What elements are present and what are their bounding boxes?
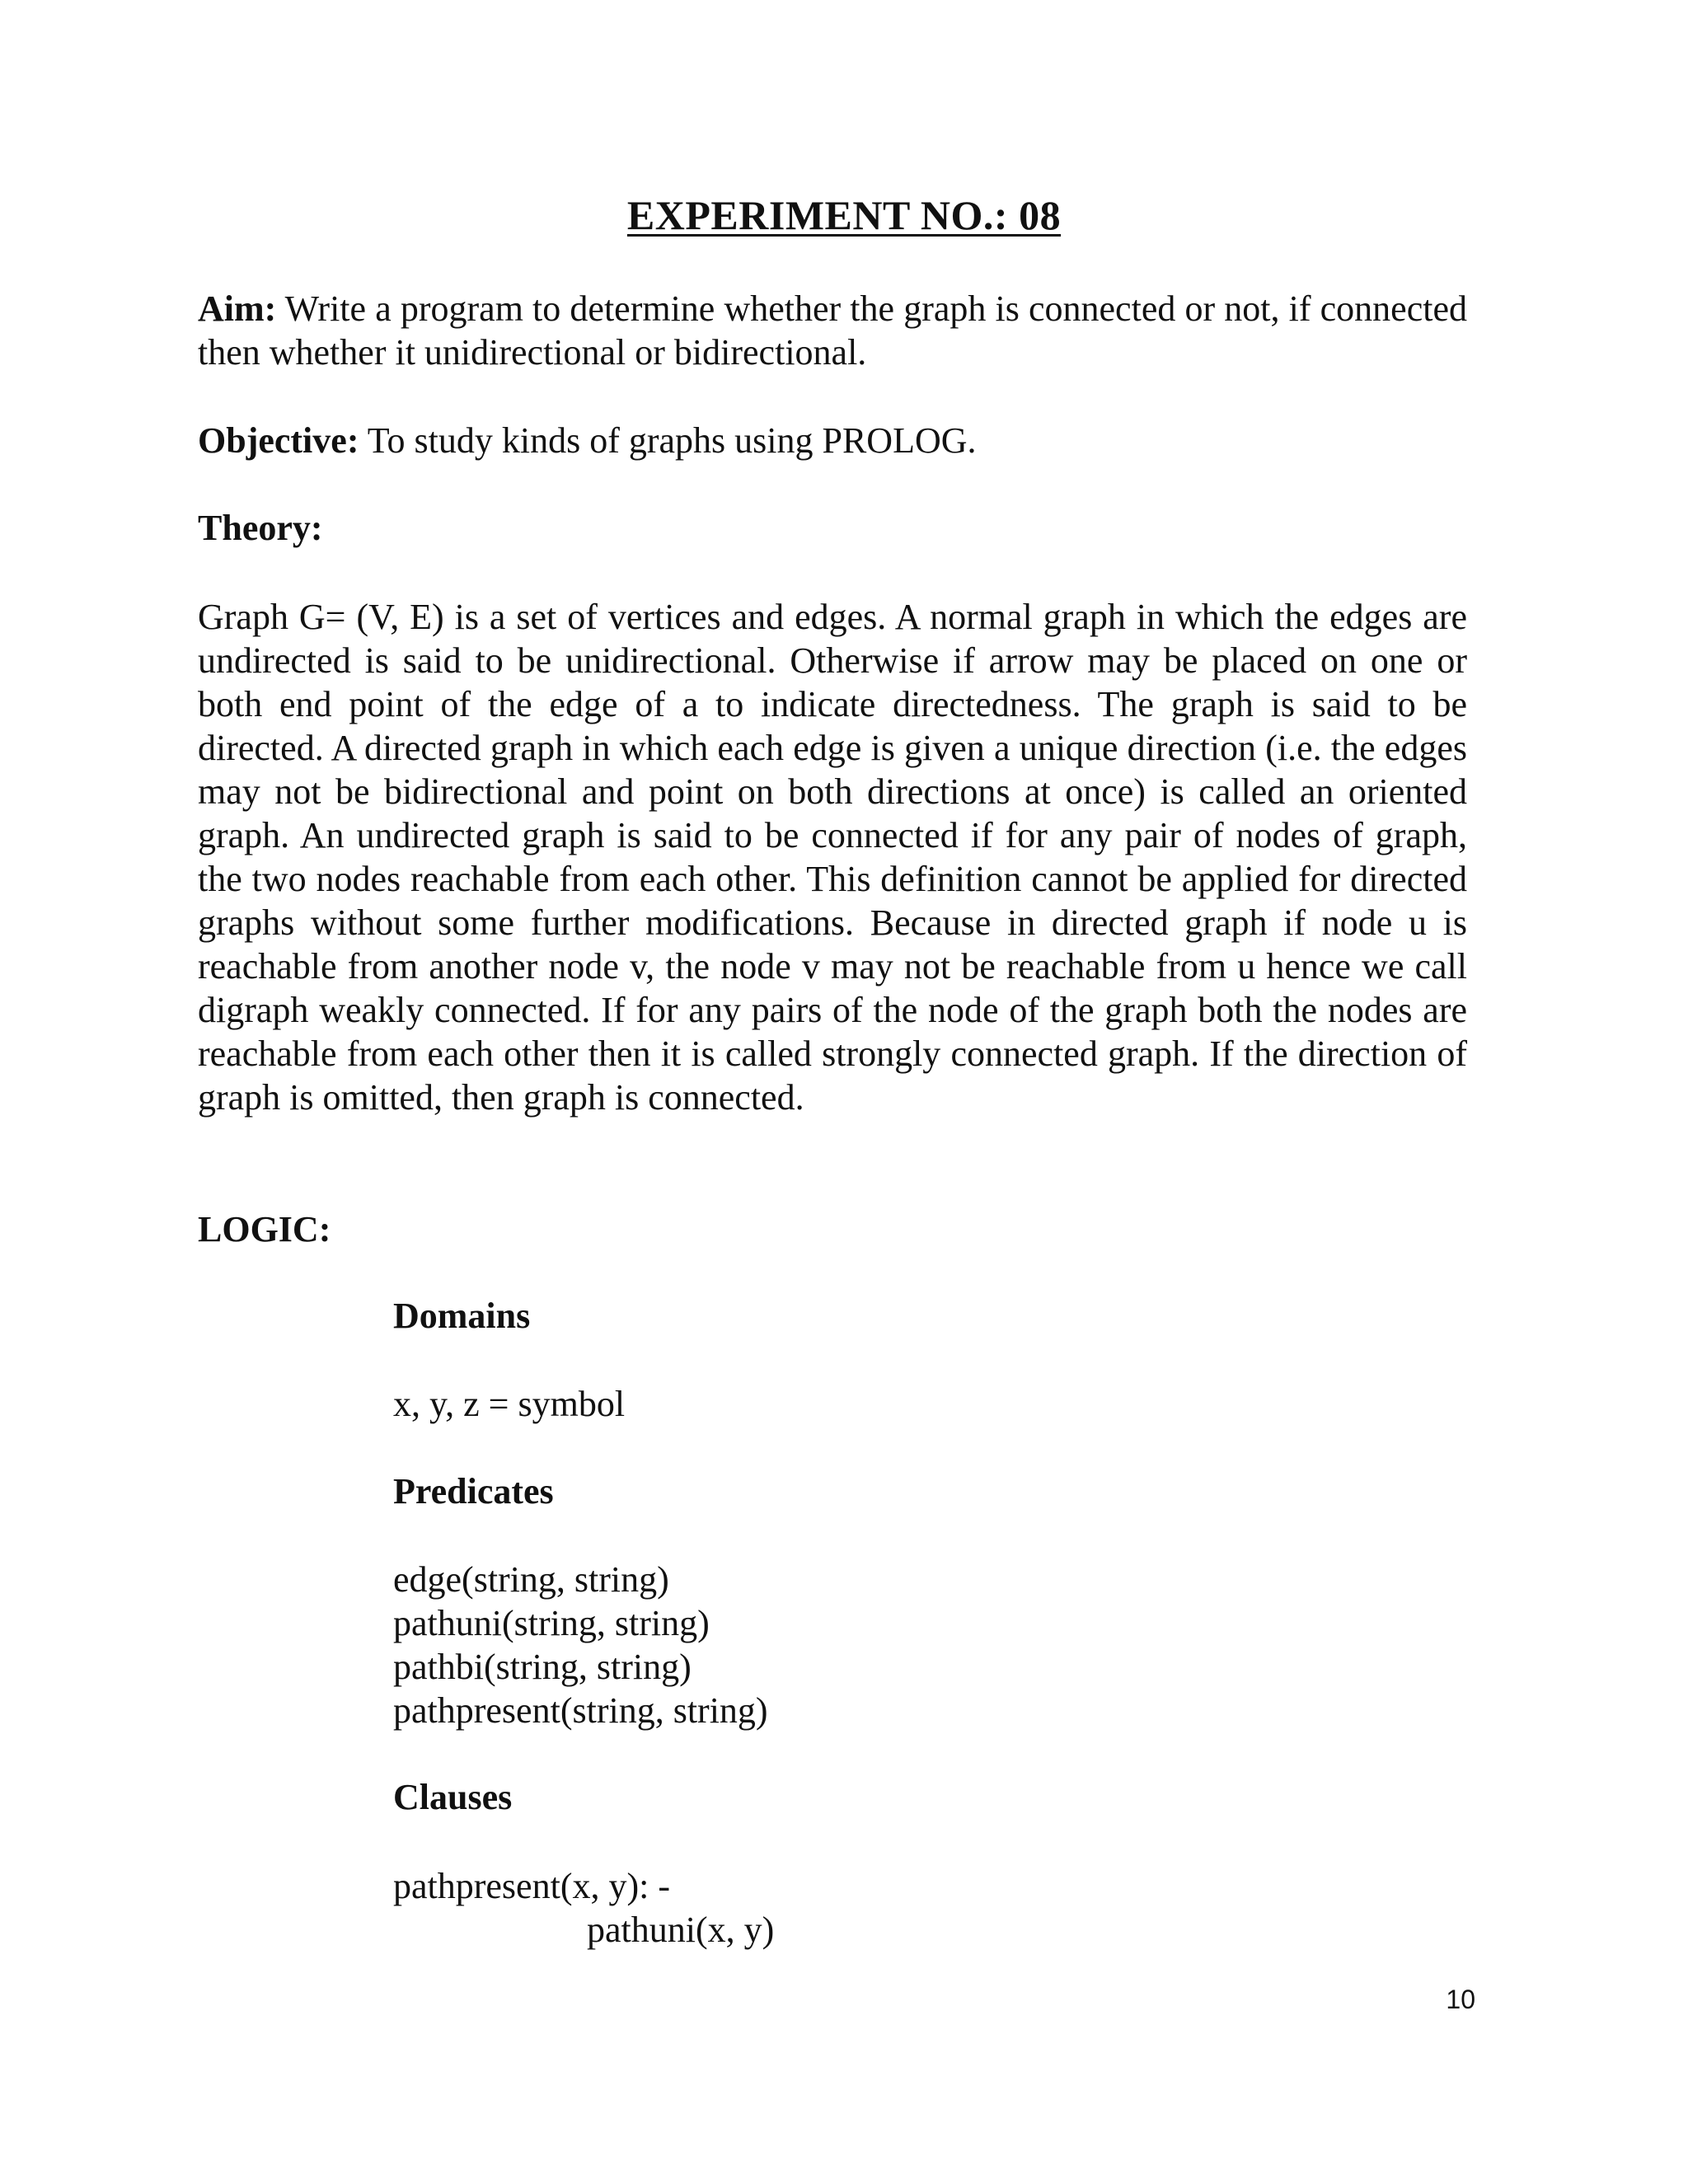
- logic-heading: LOGIC:: [198, 1209, 331, 1249]
- theory-paragraph: Graph G= (V, E) is a set of vertices and edges. A normal graph in which the edges are undirected is said to be unidirectional. Otherwise if arrow may be placed on one or both end point of the edge of a to indicate directedness. The graph is said to be directed. A directed graph in which each edge is given a unique direction (i.e. the edges may not be bidirectional and point on both directions at once) is called an oriented graph. An undirected graph is said to be connected if for any pair of nodes of graph, the two nodes reachable from each other. This definition cannot be applied for directed graphs without some further modifications. Because in directed graph if node u is reachable from another node v, the node v may not be reachable from u hence we call digraph weakly connected. If for any pairs of the node of the graph both the nodes are reachable from each other then it is called strongly connected graph. If the direction of graph is omitted, then graph is connected.: [198, 597, 1467, 1118]
- aim-text: Write a program to determine whether the graph is connected or not, if connected then whether it unidirectional or bidirectional.: [198, 288, 1467, 373]
- page-number: 10: [1446, 1985, 1475, 2014]
- domains-heading: Domains: [393, 1296, 531, 1336]
- clause-head: pathpresent(x, y): -: [393, 1866, 670, 1906]
- predicate-list: [393, 1558, 768, 1732]
- predicate-line: pathuni(string, string): [393, 1603, 710, 1643]
- aim-section: [198, 287, 1467, 374]
- theory-heading: Theory:: [198, 508, 323, 548]
- predicate-line: pathbi(string, string): [393, 1647, 692, 1687]
- page-title: EXPERIMENT NO.: 08: [626, 192, 1062, 238]
- domains-line: x, y, z = symbol: [393, 1384, 626, 1424]
- predicate-line: edge(string, string): [393, 1559, 669, 1600]
- clause-body: pathuni(x, y): [587, 1910, 775, 1950]
- objective-label: Objective:: [198, 420, 359, 461]
- predicates-heading: Predicates: [393, 1471, 554, 1511]
- aim-label: Aim:: [198, 288, 277, 329]
- clauses-heading: Clauses: [393, 1777, 513, 1817]
- objective-text: To study kinds of graphs using PROLOG.: [367, 420, 977, 461]
- objective-section: [198, 419, 1467, 462]
- predicate-line: pathpresent(string, string): [393, 1690, 768, 1731]
